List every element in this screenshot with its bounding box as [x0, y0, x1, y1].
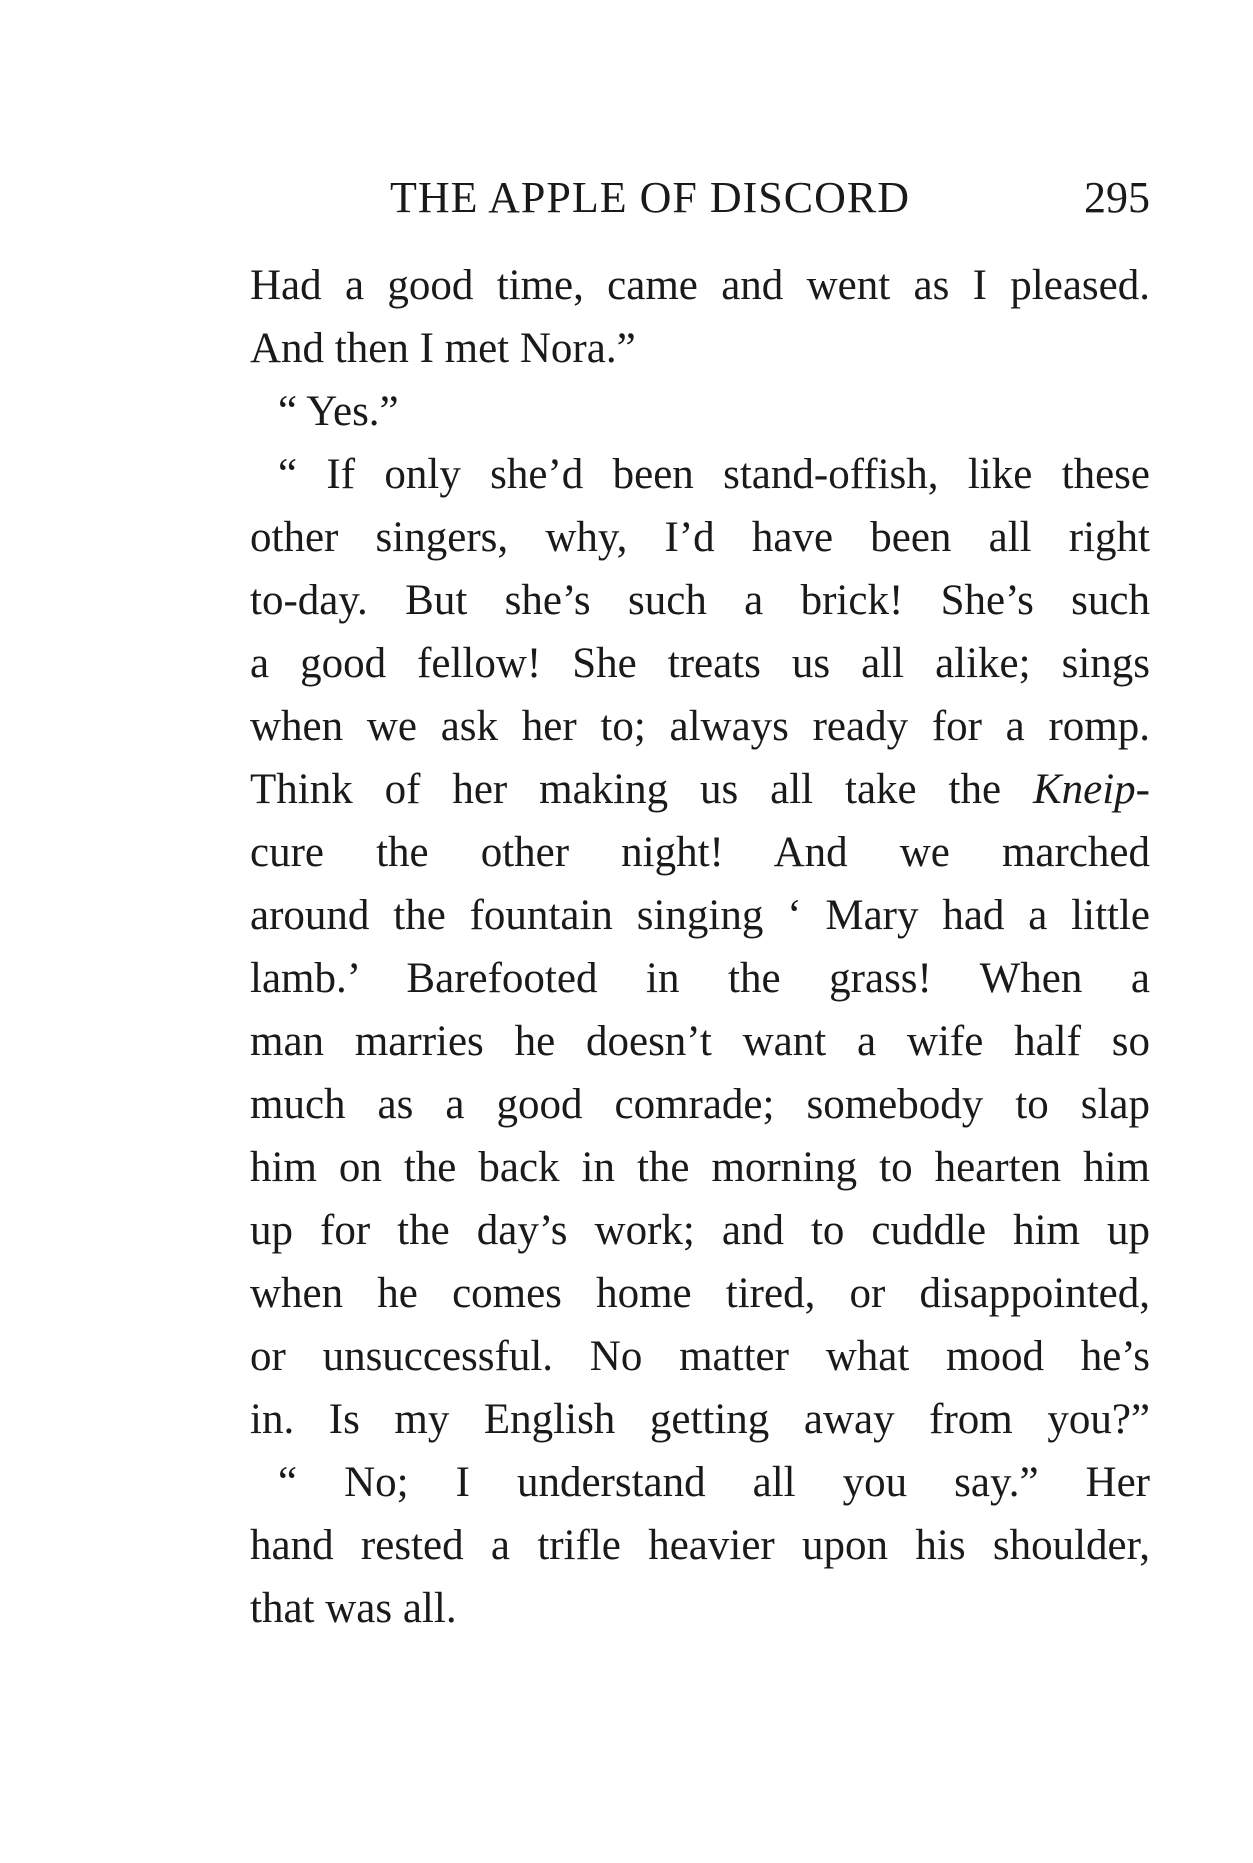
body-text: [250, 254, 1150, 1640]
text-line-content: when he comes home tired, or disappointed,: [250, 1270, 1150, 1317]
text-line-content: Think of her making us all take the: [250, 766, 1033, 813]
text-line-content: hand rested a trifle heavier upon his shoulder,: [250, 1522, 1150, 1569]
text-line: [250, 884, 1150, 947]
text-line: [250, 1073, 1150, 1136]
text-line: [250, 758, 1150, 821]
text-line-content: or unsuccessful. No matter what mood he’s: [250, 1333, 1150, 1380]
text-line: [250, 1514, 1150, 1577]
page-number: 295: [1084, 173, 1150, 222]
text-line: [250, 1577, 1150, 1640]
text-line-content: man marries he doesn’t want a wife half so: [250, 1018, 1150, 1065]
text-line-content: “ If only she’d been stand-offish, like these: [278, 451, 1150, 498]
running-title: THE APPLE OF DISCORD: [390, 173, 910, 222]
text-line-content: “ Yes.”: [278, 388, 399, 435]
text-line-content: when we ask her to; always ready for a romp.: [250, 703, 1150, 750]
text-line-content: to-day. But she’s such a brick! She’s such: [250, 577, 1150, 624]
text-line: [250, 1451, 1150, 1514]
text-line: [250, 1388, 1150, 1451]
text-line-content: other singers, why, I’d have been all right: [250, 514, 1150, 561]
text-line-content: a good fellow! She treats us all alike; sings: [250, 640, 1150, 687]
text-line: [250, 443, 1150, 506]
text-line: [250, 317, 1150, 380]
text-line: [250, 569, 1150, 632]
text-line-content: up for the day’s work; and to cuddle him up: [250, 1207, 1150, 1254]
text-line-content: lamb.’ Barefooted in the grass! When a: [250, 955, 1150, 1002]
text-line-content: him on the back in the morning to hearten him: [250, 1144, 1150, 1191]
text-line: [250, 632, 1150, 695]
text-line-content: much as a good comrade; somebody to slap: [250, 1081, 1150, 1128]
text-line: [250, 695, 1150, 758]
text-line: [250, 506, 1150, 569]
text-line: [250, 821, 1150, 884]
text-line: [250, 380, 1150, 443]
text-line: [250, 947, 1150, 1010]
text-line-content: in. Is my English getting away from you?”: [250, 1396, 1150, 1443]
text-line-content: And then I met Nora.”: [250, 325, 636, 372]
text-line: [250, 1325, 1150, 1388]
page-header: [250, 168, 1150, 228]
text-line: [250, 1136, 1150, 1199]
text-line-content: that was all.: [250, 1585, 457, 1632]
text-line: [250, 254, 1150, 317]
text-line: [250, 1199, 1150, 1262]
text-line: [250, 1010, 1150, 1073]
italic-word: Kneip-: [1032, 766, 1150, 813]
text-line-content: around the fountain singing ‘ Mary had a little: [250, 892, 1150, 939]
text-line: [250, 1262, 1150, 1325]
text-line-content: “ No; I understand all you say.” Her: [278, 1459, 1150, 1506]
text-line-content: Had a good time, came and went as I pleased.: [250, 262, 1150, 309]
text-line-content: cure the other night! And we marched: [250, 829, 1150, 876]
